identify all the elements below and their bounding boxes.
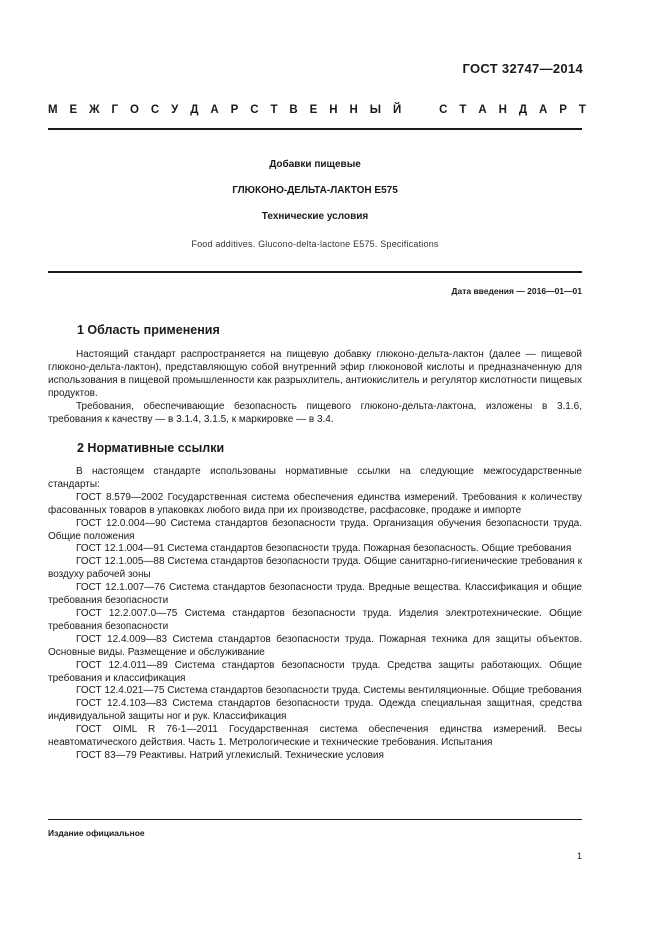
- paragraph: Требования, обеспечивающие безопасность пищевого глюконо-дельта-лактона, изложены в 3.1.6, требования к качеству — в 3.1.4, 3.1.5, к маркировке — в 3.4.: [48, 400, 582, 425]
- reference-item: ГОСТ OIML R 76-1—2011 Государственная система обеспечения единства измерений. Весы неавтоматического действия. Часть 1. Метрологические и технические требования. Испытания: [48, 724, 582, 749]
- reference-item: ГОСТ 12.2.007.0—75 Система стандартов безопасности труда. Изделия электротехнические. Общие требования безопасности: [48, 607, 582, 632]
- section-body-normative-references: [48, 466, 582, 763]
- banner-letter: Н: [329, 104, 338, 116]
- reference-item: ГОСТ 12.0.004—90 Система стандартов безопасности труда. Организация обучения безопасности труда. Общие положения: [48, 517, 582, 542]
- banner-letter: У: [171, 104, 179, 116]
- document-subtitle: Технические условия: [261, 211, 369, 222]
- banner-word-gap: [413, 104, 427, 116]
- banner-letter: Т: [459, 104, 467, 116]
- banner-letter: Е: [309, 104, 318, 116]
- banner-letter: Ы: [369, 104, 382, 116]
- banner-letter: В: [289, 104, 298, 116]
- banner-letter: Н: [349, 104, 358, 116]
- banner-letter: С: [439, 104, 448, 116]
- reference-item: ГОСТ 12.1.007—76 Система стандартов безопасности труда. Вредные вещества. Классификация и общие требования безопасности: [48, 582, 582, 607]
- banner-letter: Й: [392, 104, 402, 116]
- banner-letter: С: [250, 104, 259, 116]
- banner-letter: М: [48, 104, 58, 116]
- title-block-rule-divider: [48, 271, 582, 273]
- reference-item: ГОСТ 12.4.021—75 Система стандартов безопасности труда. Системы вентиляционные. Общие требования: [76, 685, 582, 697]
- top-rule-divider: [48, 128, 582, 130]
- banner-letter: Т: [578, 104, 586, 116]
- introduction-date: Дата введения — 2016—01—01: [451, 286, 582, 296]
- page-number: 1: [576, 851, 582, 861]
- reference-item: ГОСТ 12.4.009—83 Система стандартов безопасности труда. Пожарная техника для защиты объектов. Основные виды. Размещение и обслуживание: [48, 633, 582, 658]
- reference-item: ГОСТ 8.579—2002 Государственная система обеспечения единства измерений. Требования к количеству фасованных товаров в упаковках любого вида при их производстве, расфасовке, продаже и импорте: [48, 491, 582, 516]
- reference-item: ГОСТ 12.4.011—89 Система стандартов безопасности труда. Средства защиты работающих. Общие требования и классификация: [48, 659, 582, 684]
- paragraph: Настоящий стандарт распространяется на пищевую добавку глюконо-дельта-лактон (далее — пищевой глюконо-дельта-лактон), представляющую собой внутренний эфир глюконовой кислоты и предназначенную для использования в пищевой промышленности как разрыхлитель, антиокислитель и регулятор кислотности пищевых продуктов.: [48, 349, 582, 399]
- banner-letter: Д: [518, 104, 528, 116]
- banner-letter: Р: [559, 104, 567, 116]
- reference-item: ГОСТ 83—79 Реактивы. Натрий углекислый. Технические условия: [76, 749, 384, 761]
- paragraph: В настоящем стандарте использованы нормативные ссылки на следующие межгосударственные стандарты:: [48, 466, 582, 490]
- banner-letter: О: [129, 104, 139, 116]
- footer-rule-divider: [48, 819, 582, 820]
- standard-type-banner: [48, 104, 586, 116]
- section-heading-normative-references: 2 Нормативные ссылки: [77, 441, 225, 455]
- banner-letter: Н: [498, 104, 507, 116]
- reference-item: ГОСТ 12.1.005—88 Система стандартов безопасности труда. Общие санитарно-гигиенические требования к воздуху рабочей зоны: [48, 556, 582, 581]
- banner-letter: С: [150, 104, 160, 116]
- document-number: ГОСТ 32747—2014: [462, 61, 583, 76]
- banner-letter: А: [538, 104, 548, 116]
- section-heading-scope: 1 Область применения: [77, 323, 220, 337]
- banner-letter: Е: [69, 104, 78, 116]
- reference-item: ГОСТ 12.1.004—91 Система стандартов безопасности труда. Пожарная безопасность. Общие требования: [76, 543, 572, 555]
- product-name-title: ГЛЮКОНО-ДЕЛЬТА-ЛАКТОН Е575: [232, 185, 398, 196]
- reference-item: ГОСТ 12.4.103—83 Система стандартов безопасности труда. Одежда специальная защитная, средства индивидуальной защиты ног и рук. Классификация: [48, 698, 582, 723]
- edition-label: Издание официальное: [48, 828, 145, 838]
- banner-letter: Р: [230, 104, 239, 116]
- english-title: Food additives. Glucono-delta-lactone Е575. Specifications: [191, 239, 439, 249]
- banner-letter: Г: [111, 104, 119, 116]
- product-group-title: Добавки пищевые: [269, 159, 361, 170]
- banner-letter: Д: [190, 104, 199, 116]
- banner-letter: А: [210, 104, 219, 116]
- banner-letter: Т: [270, 104, 278, 116]
- banner-letter: А: [478, 104, 487, 116]
- section-body-scope: [48, 349, 582, 426]
- banner-letter: Ж: [89, 104, 100, 116]
